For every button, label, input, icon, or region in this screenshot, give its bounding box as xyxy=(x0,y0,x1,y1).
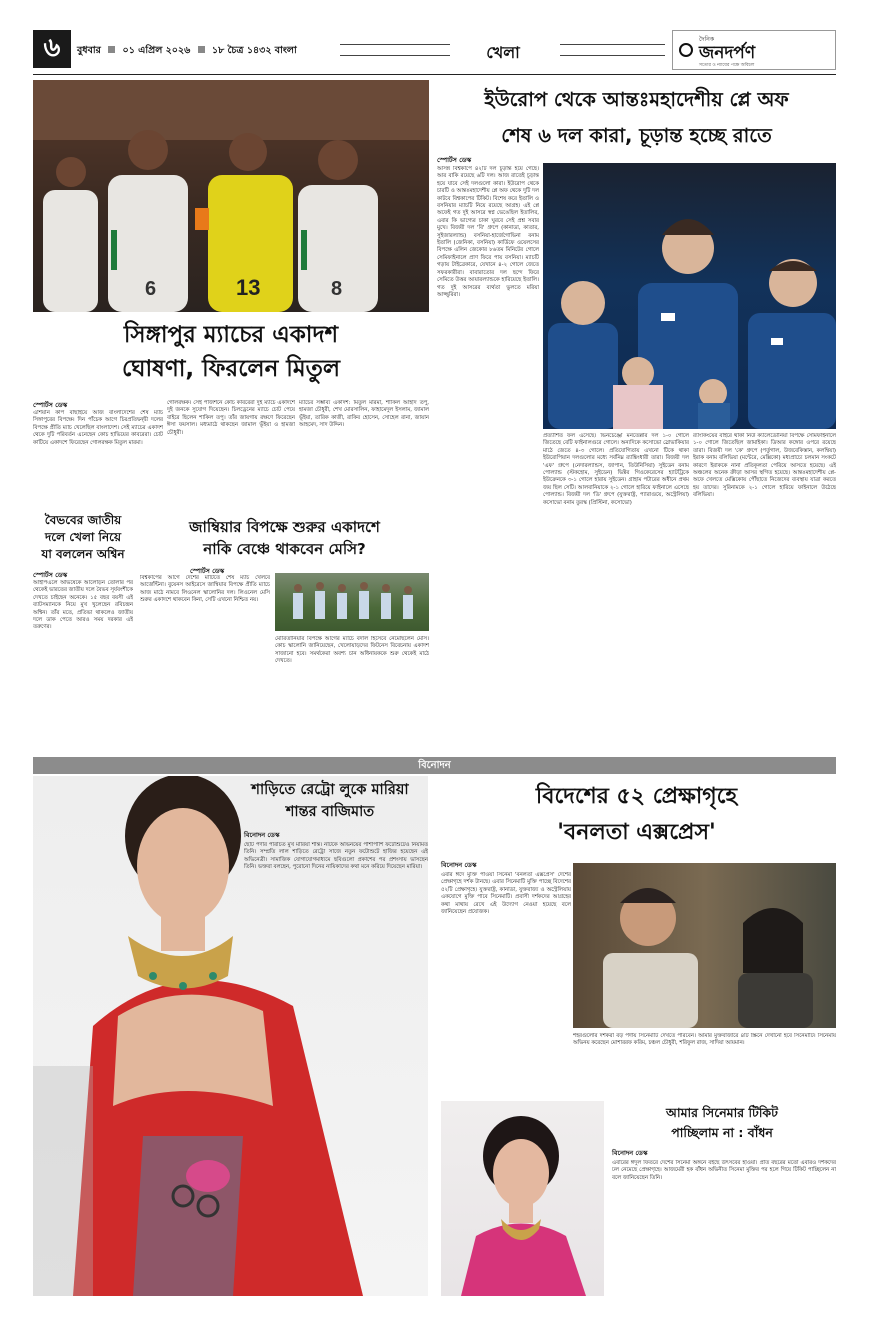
date-line xyxy=(77,44,297,59)
banalata-still-photo xyxy=(573,863,836,1028)
square-bullet-icon xyxy=(198,46,205,53)
bangla-date: ১৮ চৈত্র ১৪৩২ বাংলা xyxy=(211,45,297,56)
badhon-headline-line1: আমার সিনেমার টিকিট xyxy=(665,1105,778,1120)
messi-col2: মৌরিতানিয়ার বিপক্ষে আগের ম্যাচে বদলি হিসেবে নেমেছিলেন মেসি। কোচ স্কালোনি জানিয়েছেন, খেলোয়াড়দের ফিটনেস বিবেচনায় একাদশ সাজানো হবে। সমর্থকেরা অবশ্য চান অধিনায়ককে শুরু থেকেই মাঠে দেখতে। xyxy=(275,636,429,665)
training-illustration xyxy=(275,573,429,631)
playoff-byline: স্পোর্টস ডেস্ক xyxy=(437,156,472,164)
mariya-headline-line1: শাড়িতে রেট্রো লুকে মারিয়া xyxy=(251,782,409,798)
playoff-headline xyxy=(437,82,836,154)
playoff-col1: আসন্ন বিশ্বকাপে ৪২টি দল চূড়ান্ত হয়ে গেছে। আর বাকি রয়েছে ৬টি দল। আজ রাতেই চূড়ান্ত হয়ে যাবে সেই দলগুলো কারা। ইউরোপ থেকে চারটি ও আন্তঃমহাদেশীয় প্লে অফ থেকে দুটি দল কাটবে বিশ্বকাপের টিকিট। বিশেষ করে ইতালি ও বসনিয়ার ম্যাচটি নিয়ে রয়েছে আগ্রহ। এই প্লে অফেই গত দুই আসরে স্বপ্ন ভেঙেছিল ইতালির, এবার কি ভাগ্যের চাকা ঘুরবে সেই প্রশ্ন সবার মুখে। বিজয়ী দল 'বি' গ্রুপে (কানাডা, কাতার, সুইজারল্যান্ড) বসনিয়া-হার্জেগোভিনা বনাম ইতালি (জেনিকা, বসনিয়া) কার্ডিফে ওয়েলসের বিপক্ষে এলিন জেকোর ৮৬তম মিনিটের গোলে সেমিফাইনালে প্রাণ ফিরে পায় বসনিয়া। ম্যাচটি গড়ায় টাইব্রেকারে, যেখানে ৪-২ গোলে জেতে সফরকারীরা। বাবারাতোর দল ছন্দে ফিরে সেমিতে উত্তর আয়ারল্যান্ডকে হারিয়েছে ইতালি। গত দুই আসরের ব্যর্থতা ভুলতে মরিয়া আজ্জুরিরা। xyxy=(437,166,539,298)
badhon-body: এবারের ঈদুল ফিতরে দেশের সিনেমা অঙ্গনে বইছে উৎসবের হাওয়া। প্রতি বছরের মতো এবারও দর্শকদের ঢল নেমেছে প্রেক্ষাগৃহে। আজমেরী হক বাঁধন অভিনীত সিনেমা মুক্তির পর হলে গিয়ে টিকিট পাচ্ছিলেন না বলে জানিয়েছেন তিনি। xyxy=(612,1160,836,1181)
singapore-col1: এশিয়ান কাপ বাছাইয়ে আজ বাংলাদেশের শেষ ম্যাচ সিঙ্গাপুরের বিপক্ষে। দিন পাঁচেক আগে চিরপ্রতিদ্বন্দ্বী দলের বিপক্ষে প্রীতি ম্যাচ খেলেছিল বাংলাদেশ। সেই ম্যাচের একাদশ থেকে দুটি পরিবর্তন এনেছেন কোচ হাভিয়ের কাবরেরা। চোট কাটিয়ে একাদশে ফিরেছেন গোলরক্ষক মিতুল মারমা। xyxy=(33,410,163,446)
circle-emblem-icon xyxy=(679,43,693,57)
date: ০১ এপ্রিল ২০২৬ xyxy=(122,45,191,56)
argentina-training-photo xyxy=(275,573,429,631)
svg-text:6: 6 xyxy=(145,278,157,300)
bangladesh-players-photo xyxy=(33,80,429,312)
italy-team-photo xyxy=(543,163,836,429)
singapore-headline-line2: ঘোষণা, ফিরলেন মিতুল xyxy=(121,356,341,382)
badhon-illustration xyxy=(441,1101,604,1296)
singapore-col3: ম্যাচের সম্ভাব্য একাদশ: মিতুল মারমা, শাকিল আহাদ তপু, হামজা চৌধুরী, শেখ মোরসালিন, ফাহামেদুল ইসলাম, জামাল ভূঁইয়া, তারিক কাজী, রাকিব হোসেন, সোহেল রানা, জায়ান আহমেদ, সাদ উদ্দিন। xyxy=(299,400,429,429)
messi-byline: স্পোর্টস ডেস্ক xyxy=(190,567,225,575)
masthead xyxy=(672,30,836,70)
ashwin-byline: স্পোর্টস ডেস্ক xyxy=(33,571,68,579)
messi-headline xyxy=(140,516,429,560)
playoff-headline-line2: শেষ ৬ দল কারা, চূড়ান্ত হচ্ছে রাতে xyxy=(501,124,772,147)
banalata-illustration xyxy=(573,863,836,1028)
banalata-body: এবার ঈদে মুক্তি পাওয়া সিনেমা 'বনলতা এক্সপ্রেস' দেশের প্রেক্ষাগৃহে দর্শক টানছে। এবার সিনেমাটি মুক্তি পাচ্ছে বিদেশের ৫২টি প্রেক্ষাগৃহে। যুক্তরাষ্ট্র, কানাডা, যুক্তরাজ্য ও অস্ট্রেলিয়ায় একযোগে মুক্তি পাবে সিনেমাটি। প্রবাসী দর্শকদের আগ্রহের কথা মাথায় রেখে এই উদ্যোগ নেওয়া হয়েছে বলে জানিয়েছেন প্রযোজক। xyxy=(441,872,571,916)
ashwin-headline xyxy=(33,512,133,563)
singapore-headline xyxy=(33,318,429,386)
section-ornament-right xyxy=(560,44,665,56)
masthead-small: দৈনিক xyxy=(699,36,715,43)
mariya-headline-line2: শান্তর বাজিমাত xyxy=(285,804,375,820)
ashwin-headline-line2: দলে খেলা নিয়ে xyxy=(44,530,122,544)
singapore-byline: স্পোর্টস ডেস্ক xyxy=(33,401,68,409)
banalata-headline-line2: 'বনলতা এক্সপ্রেস' xyxy=(557,820,716,845)
mariya-headline xyxy=(232,779,428,823)
messi-headline-line1: জাম্বিয়ার বিপক্ষে শুরুর একাদশে xyxy=(189,518,380,536)
badhon-headline xyxy=(608,1103,836,1143)
messi-headline-line2: নাকি বেঞ্চে থাকবেন মেসি? xyxy=(203,540,366,558)
messi-col1: বিশ্বকাপের আগে দেশের মাটিতে শেষ ম্যাচ খেলবে আর্জেন্টিনা। বুয়েনস আইরেসে জাম্বিয়ার বিপক্ষে প্রীতি ম্যাচে আজ মাঠে নামবে লিওনেল স্কালোনির দল। লিওনেল মেসি শুরুর একাদশে থাকবেন কিনা, সেটি এখনো নিশ্চিত নয়। xyxy=(140,575,270,604)
page-number: ৬ xyxy=(43,33,61,63)
banalata-headline-line1: বিদেশের ৫২ প্রেক্ষাগৃহে xyxy=(535,784,738,809)
mariya-byline: বিনোদন ডেস্ক xyxy=(244,831,280,839)
header-rule xyxy=(33,74,836,75)
svg-text:13: 13 xyxy=(236,275,261,300)
singapore-headline-line1: সিঙ্গাপুর ম্যাচের একাদশ xyxy=(123,322,339,348)
ashwin-headline-line1: বৈভবের জাতীয় xyxy=(44,513,122,527)
ashwin-body: আইপিএলে অভিষেকে আলোড়ন তোলার পর থেকেই ভারতের জাতীয় দলে বৈভব সূর্যবংশীকে দেখতে চাইছেন অনেকে। ১৫ বছর বয়সী এই ব্যাটসম্যানকে নিয়ে মুখ খুলেছেন রবিচন্দ্রন অশ্বিন। তাঁর মতে, প্রতিভা থাকলেও জাতীয় দলে ডাক পেতে আরও সময় দরকার এই তরুণের। xyxy=(33,580,133,631)
square-bullet-icon xyxy=(108,46,115,53)
badhon-portrait-photo xyxy=(441,1101,604,1296)
badhon-byline: বিনোদন ডেস্ক xyxy=(612,1149,648,1157)
badhon-headline-line2: পাচ্ছিলাম না : বাঁধন xyxy=(671,1125,773,1140)
weekday: বুধবার xyxy=(77,45,101,56)
entertainment-band xyxy=(33,757,836,774)
banalata-headline xyxy=(437,779,836,851)
singapore-col2: গোলরক্ষক। সেই পজিশনে কোচ কাবরেরা দুই ম্যাচে একাদশে দুই জনকে সুযোগ দিয়েছেন। চিলড্রেনের ম্যাচে চোট পেয়ে বাইরে ছিলেন শাকিল তপু। তাঁর জায়গায় রক্ষণে ফিরেছেন ঈসা ফয়সাল। মধ্যমাঠে থাকছেন জামাল ভূঁইয়া ও হামজা চৌধুরী। xyxy=(167,400,295,436)
playoff-col2: প্রত্যাশিত ফল এসেছে। ভিনচেঞ্জো মনতেল্লার দল ১-০ গোলে জিতেছে বেটি ফাইনালগুরে গোলে। অন্যদিকে কসোভো স্লোভাকিয়ার মাঠে জেতে ৪-৩ গোলে। প্রতিযোগিতায় এখনো টিকে থাকা ইউরোপিয়ান দলগুলোর মধ্যে সর্বনিম্ন র‍্যাঙ্কিংধারী তারা। বিজয়ী দল 'এফ' গ্রুপে (নেদারল্যান্ডস, জাপান, তিউনিসিয়া) সুইডেন বনাম পোল্যান্ড (স্টকহোম, সুইডেন) ভিক্টর গিওকেরেসের হ্যাটট্রিকে ইউক্রেনকে ৩-১ গোলে হারায় সুইডেন। গ্রাহাম পটারের অধীনে প্রথম জয় ছিল সেটি। আলবানিয়াকে ২-১ গোলে হারিয়ে ফাইনালে এসেছে পোল্যান্ড। বিজয়ী দল 'ডি' গ্রুপে (যুক্তরাষ্ট্র, প্যারাগুয়ে, অস্ট্রেলিয়া) কসোভো বনাম তুরস্ক (প্রিস্টিনা, কসোভো) xyxy=(543,433,689,506)
masthead-title: জনদর্পণ xyxy=(699,43,756,63)
ashwin-headline-line3: যা বললেন অশ্বিন xyxy=(41,547,125,561)
italy-illustration xyxy=(543,163,836,429)
svg-text:8: 8 xyxy=(331,278,343,300)
banalata-body-2: শহরগুলোর দর্শকরা বড় পর্দায় সিনেমাটি দেখতে পারবেন। আমার মুক্তবাজারে ৪টি স্ক্রিনে দেখানো হবে সিনেমাটি। সিনেমায় অভিনয় করেছেন মোশাররফ করিম, চঞ্চল চৌধুরী, শরিফুল রাজ, সাদিয়া আয়মান। xyxy=(573,1033,836,1047)
section-title: খেলা xyxy=(486,43,520,62)
playoff-headline-line1: ইউরোপ থেকে আন্তঃমহাদেশীয় প্লে অফ xyxy=(484,88,789,111)
page-number-box xyxy=(33,30,71,68)
entertainment-band-label: বিনোদন xyxy=(418,760,451,771)
playoff-col3: র‍্যাংকিংয়ের বাইরে থাকা নিউ ক্যালেডোনিয়া বিপক্ষে সেমিফাইনালে ১-০ গোলে জিতেছিল জামাইকা। ডিআর কঙ্গোর ওপরে রয়েছে তারা। বিজয়ী দল 'কে' গ্রুপে (পর্তুগাল, উজবেকিস্তান, কলম্বিয়া) ইরাক বনাম বলিভিয়া (মন্টেরে, মেক্সিকো) মধ্যপ্রাচ্যে চলমান সংকটে কারণে ইরাককে নানা প্রতিকূলতা পেরিয়ে আসতে হয়েছে। এই অঞ্চলের অনেক ক্রীড়া আসর স্থগিত হয়েছে। আন্তঃমহাদেশীয় প্লে-অফে খেলতে মেক্সিকোয় পৌঁছাতে নিজেদের ব্যবস্থায় যাত্রা করতে হয় তাদের। সুরিনামকে ২-১ গোলে হারিয়ে ফাইনালে উঠেছে বলিভিয়া। xyxy=(693,433,836,499)
players-illustration xyxy=(33,80,429,312)
mariya-body: ছোট পর্দার পরিচিত মুখ মারিয়া শান্ত। নাটকে অভিনয়ের পাশাপাশি ফটোশুটেও নিয়মিত তিনি। সম্প্রতি লাল শাড়িতে রেট্রো সাজে নতুন ফটোশুটে হাজির হয়েছেন এই অভিনেত্রী। সামাজিক যোগাযোগমাধ্যমে ছবিগুলো প্রকাশের পর প্রশংসায় ভাসছেন তিনি। ভক্তরা বলছেন, পুরোনো দিনের নায়িকাদের কথা মনে করিয়ে দিয়েছেন মারিয়া। xyxy=(244,842,428,871)
masthead-tagline: সত্যের ও ন্যায়ের পক্ষে অবিচল xyxy=(699,63,755,68)
section-ornament-left xyxy=(340,44,450,56)
banalata-byline: বিনোদন ডেস্ক xyxy=(441,861,477,869)
